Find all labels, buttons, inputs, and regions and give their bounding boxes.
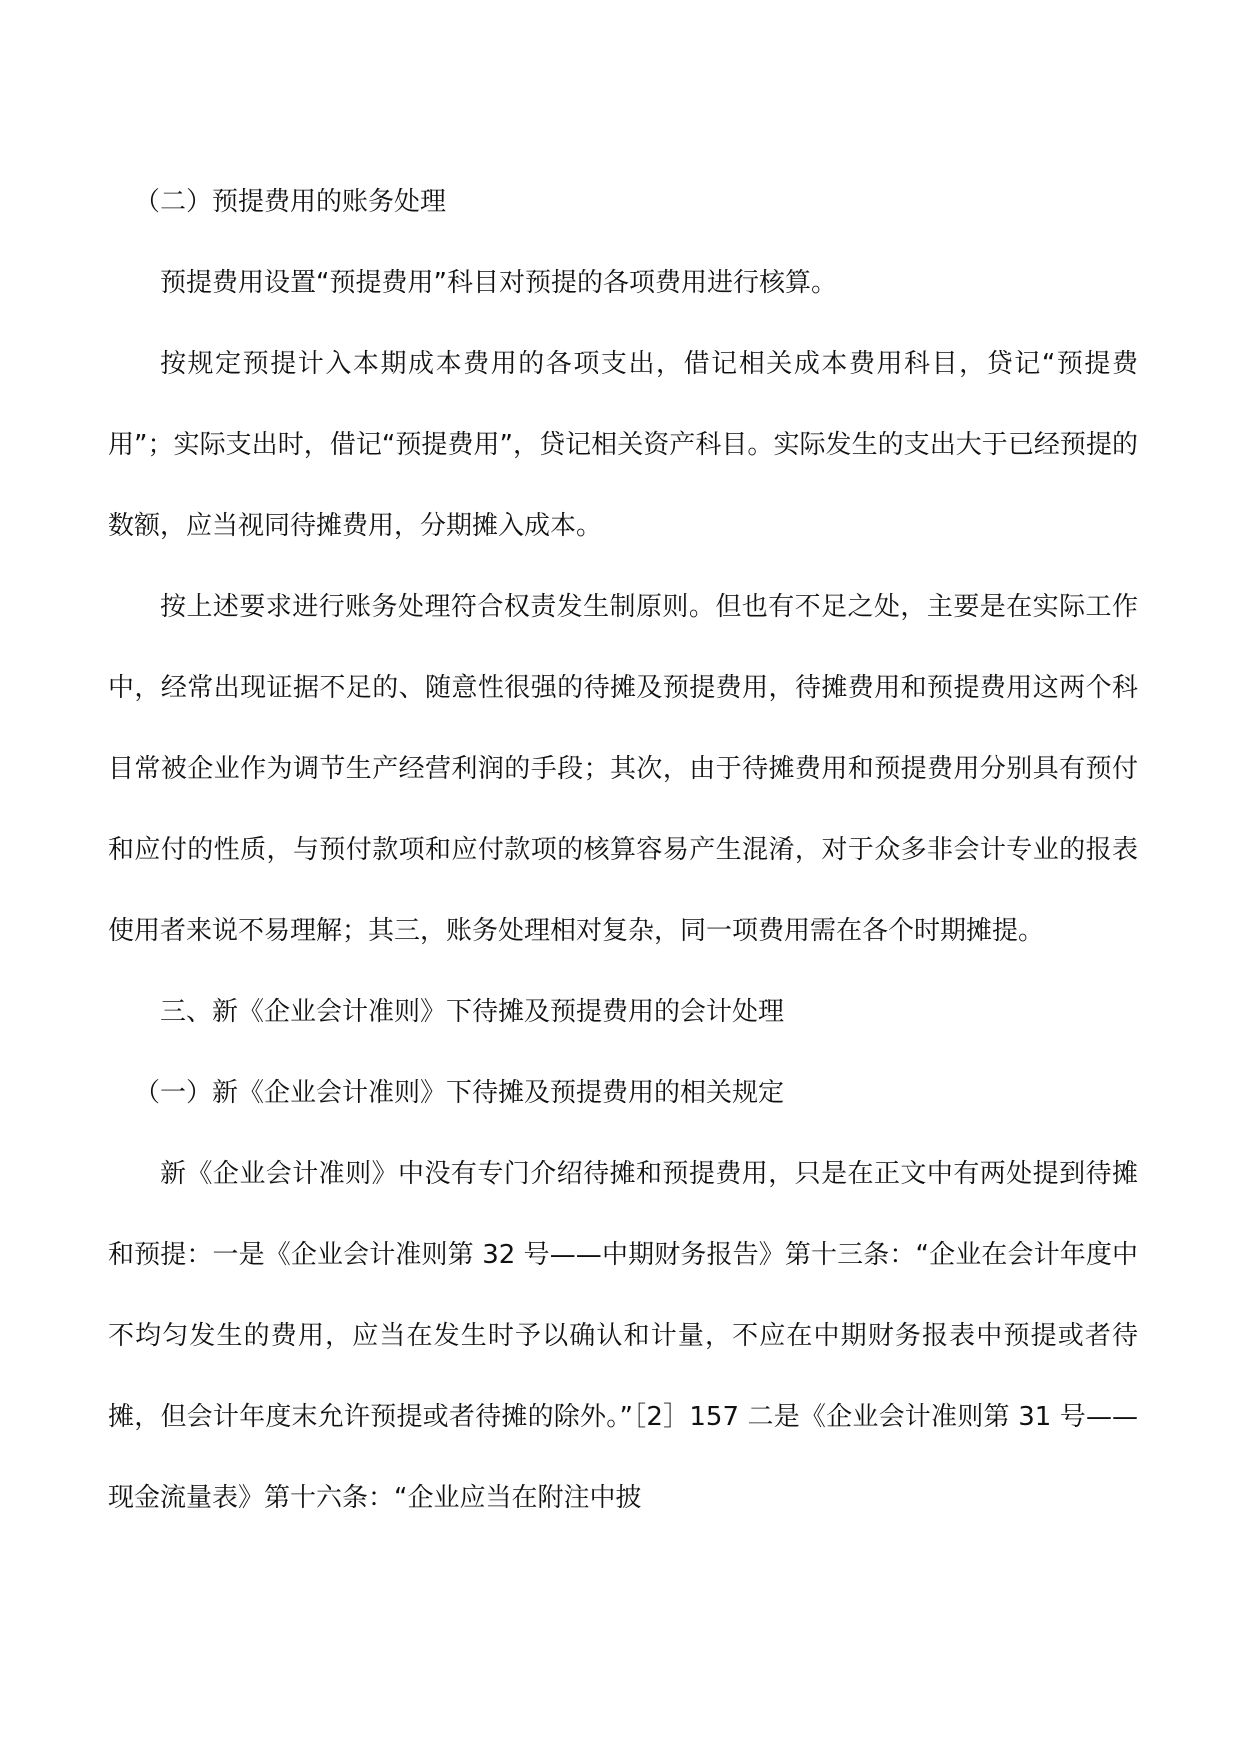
paragraph-account-setup: 预提费用设置“预提费用”科目对预提的各项费用进行核算。: [160, 268, 837, 298]
section-heading-3: 三、新《企业会计准则》下待摊及预提费用的会计处理: [160, 997, 785, 1027]
paragraph-new-standards: 新《企业会计准则》中没有专门介绍待摊和预提费用，只是在正文中有两处提到待摊和预提：一是《企业会计准则第 32 号——中期财务报告》第十三条：“企业在会计年度中不均匀发生的费用，应当在发生时予以确认和计量，不应在中期财务报表中预提或者待摊，但会计年度末允许预提或者待摊的除外。”［2］157 二是《企业会计准则第 31 号——现金流量表》第十六条：“企业应当在附注中披: [108, 1159, 1138, 1513]
section-subheading-2: （二）预提费用的账务处理: [134, 187, 447, 217]
section-subheading-3-1: （一）新《企业会计准则》下待摊及预提费用的相关规定: [134, 1078, 785, 1108]
paragraph-shortcomings: 按上述要求进行账务处理符合权责发生制原则。但也有不足之处，主要是在实际工作中，经常出现证据不足的、随意性很强的待摊及预提费用，待摊费用和预提费用这两个科目常被企业作为调节生产经营利润的手段；其次，由于待摊费用和预提费用分别具有预付和应付的性质，与预付款项和应付款项的核算容易产生混淆，对于众多非会计专业的报表使用者来说不易理解；其三，账务处理相对复杂，同一项费用需在各个时期摊提。: [108, 592, 1138, 946]
paragraph-accrual-rules: 按规定预提计入本期成本费用的各项支出，借记相关成本费用科目，贷记“预提费用”；实际支出时，借记“预提费用”，贷记相关资产科目。实际发生的支出大于已经预提的数额，应当视同待摊费用，分期摊入成本。: [108, 349, 1138, 541]
document-body: [108, 162, 1138, 1539]
